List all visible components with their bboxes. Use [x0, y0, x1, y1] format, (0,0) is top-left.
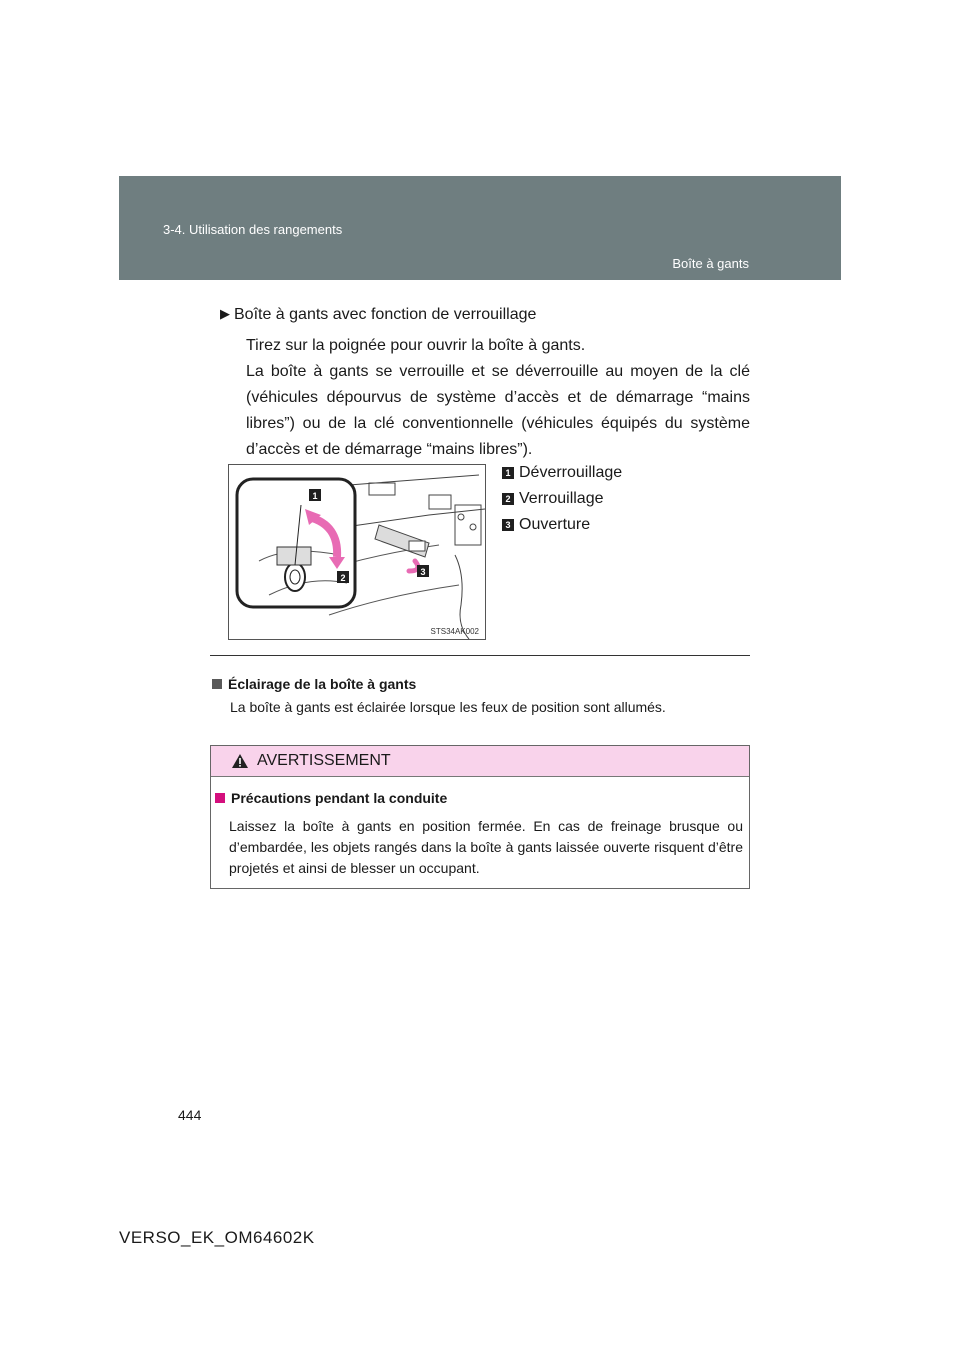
- legend-item-open: [502, 512, 622, 538]
- warning-text: Laissez la boîte à gants en position fermée. En cas de freinage brusque ou d’embardée, les objets rangés dans la boîte à gants laissée ouverte risquent d’être projetés et ainsi de blesser un occupant.: [229, 818, 743, 876]
- legend-label: Déverrouillage: [519, 464, 623, 481]
- svg-text:1: 1: [312, 491, 318, 501]
- main-content: [220, 302, 750, 463]
- document-code: VERSO_EK_OM64602K: [119, 1228, 315, 1247]
- glovebox-drawing: [229, 465, 485, 639]
- note-heading-text: Éclairage de la boîte à gants: [228, 676, 417, 692]
- svg-text:3: 3: [420, 567, 426, 577]
- legend-label: Ouverture: [519, 516, 591, 533]
- header-band: [119, 176, 841, 280]
- callout-3: [417, 565, 429, 577]
- paragraph-open: Tirez sur la poignée pour ouvrir la boîte à gants.: [246, 337, 586, 354]
- callout-1: [309, 489, 321, 501]
- paragraph-lock: La boîte à gants se verrouille et se déverrouille au moyen de la clé (véhicules dépourvus de système d’accès et de démarrage “mains libres”) ou de la clé conventionnelle (véhicules équipés du système d’accès et de démarrage “mains libres”).: [246, 363, 750, 458]
- topic-label: Boîte à gants: [672, 256, 749, 271]
- figure-code: STS34AK002: [430, 627, 479, 636]
- pink-square-bullet-icon: [215, 793, 225, 803]
- figure-legend: [502, 460, 622, 538]
- warning-box: [210, 745, 750, 889]
- warning-triangle-icon: [231, 753, 249, 769]
- note-text: La boîte à gants est éclairée lorsque les feux de position sont allumés.: [230, 699, 666, 715]
- number-2-icon: 2: [502, 493, 514, 505]
- number-1-icon: 1: [502, 467, 514, 479]
- legend-item-unlock: [502, 460, 622, 486]
- bullet-text: Boîte à gants avec fonction de verrouillage: [234, 306, 537, 323]
- bullet-heading: [220, 302, 750, 327]
- legend-item-lock: [502, 486, 622, 512]
- warning-title: AVERTISSEMENT: [257, 752, 391, 769]
- section-divider: [210, 655, 750, 656]
- legend-label: Verrouillage: [519, 490, 604, 507]
- svg-text:2: 2: [340, 573, 346, 583]
- callout-2: [337, 571, 349, 583]
- warning-header: [211, 746, 749, 777]
- square-bullet-icon: [212, 679, 222, 689]
- section-label: 3-4. Utilisation des rangements: [163, 222, 343, 237]
- warning-subheading-text: Précautions pendant la conduite: [231, 790, 448, 806]
- warning-subheading: [215, 790, 447, 806]
- triangle-bullet-icon: ▶: [220, 306, 230, 321]
- page-number: 444: [178, 1107, 202, 1123]
- number-3-icon: 3: [502, 519, 514, 531]
- glovebox-illustration: [228, 464, 486, 640]
- note-heading: [212, 676, 416, 692]
